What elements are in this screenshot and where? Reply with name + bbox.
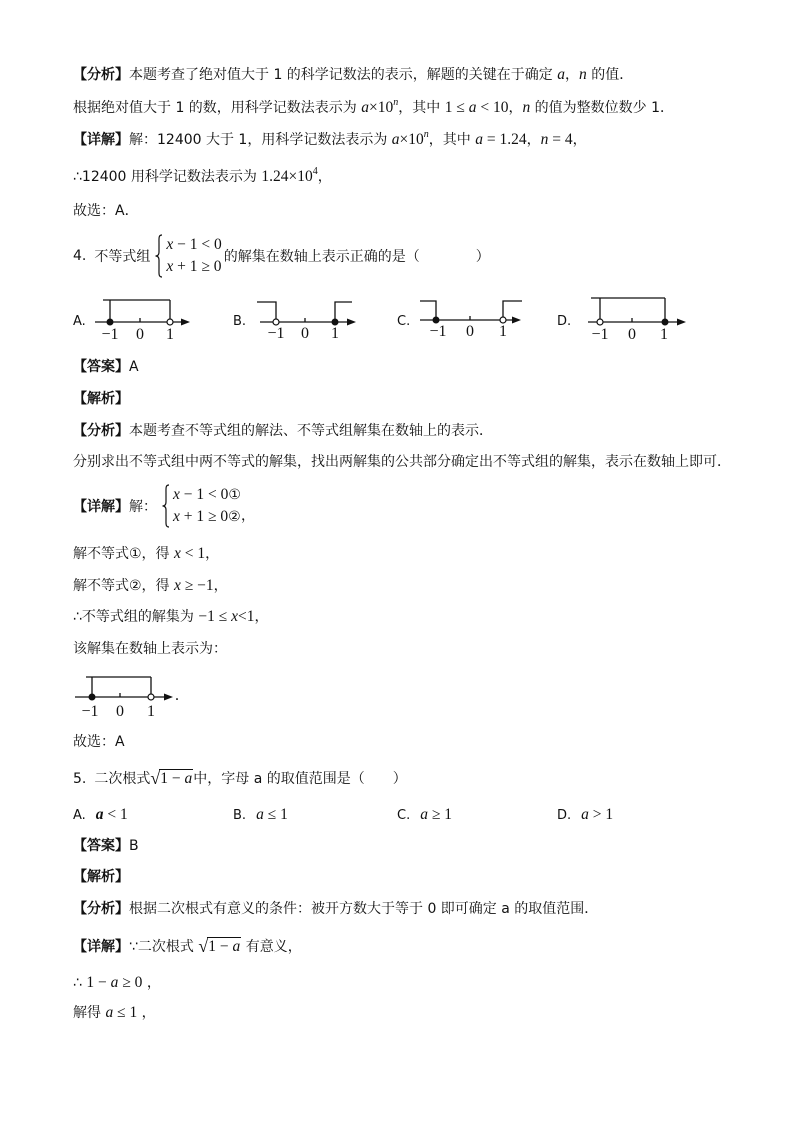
bound-high: < 10 bbox=[476, 99, 509, 116]
analysis-tag: 【分析】 bbox=[73, 67, 129, 83]
comma: ， bbox=[213, 578, 228, 594]
q4-choice-line bbox=[73, 732, 125, 752]
q5-option-b bbox=[233, 805, 288, 826]
option-relation: ≥ 1 bbox=[427, 806, 452, 823]
option-relation: < 1 bbox=[103, 806, 128, 823]
result-line bbox=[73, 1003, 156, 1023]
times-ten: ×10 bbox=[399, 131, 424, 148]
tick-label-0: 0 bbox=[301, 325, 309, 342]
detail-text-end: 有意义， bbox=[241, 939, 302, 955]
tick-label-1: 1 bbox=[499, 323, 507, 340]
analysis-tag: 【分析】 bbox=[73, 901, 129, 917]
result-base: 1.24×10 bbox=[261, 168, 313, 185]
question-number: 5. bbox=[73, 771, 87, 787]
var-a: a bbox=[420, 806, 428, 823]
axis-arrow bbox=[677, 319, 686, 326]
q5-option-a bbox=[73, 805, 128, 826]
var-a: a bbox=[581, 806, 589, 823]
radicand-const: 1 − bbox=[208, 938, 233, 955]
answer-value: A bbox=[129, 359, 139, 375]
end-period: . bbox=[175, 687, 179, 704]
explanation-tag: 【解析】 bbox=[73, 391, 129, 407]
q4-explanation-heading bbox=[73, 389, 129, 409]
solution-high: <1 bbox=[238, 608, 255, 625]
method-text: 分别求出不等式组中两不等式的解集，找出两解集的公共部分确定出不等式组的解集，表示在数轴上即可． bbox=[73, 454, 731, 470]
var-x: x bbox=[166, 258, 174, 275]
option-relation: ≤ 1 bbox=[263, 806, 288, 823]
comma-end: ， bbox=[572, 132, 587, 148]
inequality-2 bbox=[166, 256, 221, 278]
result-text: ∴12400 用科学记数法表示为 bbox=[73, 169, 262, 185]
numberline-option-a bbox=[95, 300, 190, 343]
comma: ， bbox=[142, 975, 161, 991]
inequality-1 bbox=[166, 234, 221, 256]
q3-choice-line bbox=[73, 201, 139, 221]
q3-analysis-line bbox=[73, 65, 633, 85]
answer-value: B bbox=[129, 838, 139, 854]
q4-question bbox=[73, 233, 490, 279]
option-b-label: B. bbox=[233, 314, 247, 329]
var-a: a bbox=[105, 1004, 114, 1021]
var-x: x bbox=[173, 486, 180, 503]
result-rel: ≤ 1 bbox=[113, 1004, 138, 1021]
answer-tag: 【答案】 bbox=[73, 359, 129, 375]
tick-label-1: 1 bbox=[166, 326, 174, 343]
axis-arrow bbox=[512, 317, 521, 324]
inequality-rest: − 1 < 0 bbox=[173, 236, 222, 253]
var-a: a bbox=[184, 770, 193, 787]
rule-text: 根据绝对值大于 1 的数，用科学记数法表示为 bbox=[73, 100, 362, 116]
q5-option-c bbox=[397, 805, 452, 826]
inequality-rest: + 1 ≥ 0 bbox=[173, 258, 222, 275]
inequality-rest: + 1 ≥ 0 bbox=[179, 508, 229, 525]
exponent-n: n bbox=[393, 97, 399, 108]
var-a: a bbox=[557, 66, 566, 83]
analysis-text: 根据二次根式有意义的条件：被开方数大于等于 0 即可确定 a 的取值范围． bbox=[129, 901, 599, 917]
var-x: x bbox=[166, 236, 174, 253]
solution-set-line bbox=[73, 607, 269, 627]
var-n: n bbox=[579, 66, 587, 83]
intro-text: 该解集在数轴上表示为： bbox=[73, 641, 227, 657]
option-label: C. bbox=[397, 808, 411, 823]
square-root-expression bbox=[150, 767, 193, 789]
numberline-option-c bbox=[420, 301, 522, 340]
solution-text: ∴不等式组的解集为 bbox=[73, 609, 199, 625]
radical-sign: √ bbox=[150, 768, 161, 788]
q3-detail-line bbox=[73, 130, 587, 150]
q4-method-line bbox=[73, 452, 731, 472]
tick-label-neg1: −1 bbox=[429, 323, 447, 340]
q4-detail-system bbox=[73, 483, 255, 529]
q3-result-line bbox=[73, 167, 332, 187]
var-a: a bbox=[110, 974, 119, 991]
option-label: B. bbox=[233, 808, 247, 823]
value-n: = 4 bbox=[548, 131, 573, 148]
result-text: 解得 bbox=[73, 1005, 106, 1021]
option-label: A. bbox=[73, 808, 86, 823]
choice-text: 故选：A bbox=[73, 734, 125, 750]
solution-bracket-right bbox=[503, 301, 522, 317]
var-a: a bbox=[256, 806, 264, 823]
tick-label-0: 0 bbox=[136, 326, 144, 343]
q4-answer-line bbox=[73, 357, 139, 377]
option-a-label: A. bbox=[73, 314, 86, 329]
rule-text-2: ，其中 bbox=[398, 100, 445, 116]
var-a: a bbox=[361, 99, 370, 116]
q5-analysis-line bbox=[73, 899, 598, 919]
option-c-label: C. bbox=[397, 314, 411, 329]
open-point bbox=[167, 319, 173, 325]
radicand bbox=[207, 937, 241, 955]
var-x: x bbox=[174, 577, 181, 594]
detail-tag: 【详解】 bbox=[73, 499, 129, 515]
analysis-text-end: 的值． bbox=[586, 67, 634, 83]
answer-tag: 【答案】 bbox=[73, 838, 129, 854]
numberline-intro-line bbox=[73, 639, 227, 659]
numberline-option-d bbox=[588, 298, 686, 343]
inequality-2 bbox=[173, 506, 241, 528]
q5-option-d bbox=[557, 805, 613, 826]
radicand bbox=[159, 769, 193, 787]
detail-tag: 【详解】 bbox=[73, 132, 129, 148]
var-a: a bbox=[475, 131, 483, 148]
tick-label-0: 0 bbox=[628, 326, 636, 343]
solution-bracket bbox=[103, 300, 170, 322]
explanation-tag: 【解析】 bbox=[73, 869, 129, 885]
closed-point bbox=[107, 319, 113, 325]
comma: ， bbox=[240, 508, 255, 524]
solution-bracket bbox=[86, 677, 151, 697]
left-brace-icon bbox=[154, 234, 164, 278]
question-text-end: 中，字母 a 的取值范围是（ ） bbox=[193, 771, 407, 787]
closed-point bbox=[89, 694, 95, 700]
option-value bbox=[256, 808, 288, 823]
rule-text-end: 的值为整数位数少 1． bbox=[530, 100, 675, 116]
option-relation: > 1 bbox=[588, 806, 614, 823]
tick-label-neg1: −1 bbox=[267, 325, 285, 342]
analysis-tag: 【分析】 bbox=[73, 423, 129, 439]
tick-label-0: 0 bbox=[466, 323, 474, 340]
solve-inequality-2-line bbox=[73, 576, 228, 596]
solution-bracket bbox=[591, 298, 665, 322]
q5-question bbox=[73, 767, 407, 787]
q5-detail-line bbox=[73, 935, 302, 955]
radical-sign: √ bbox=[198, 936, 209, 956]
comma: ， bbox=[254, 609, 269, 625]
axis-arrow bbox=[181, 319, 190, 326]
var-x: x bbox=[173, 508, 180, 525]
open-point bbox=[148, 694, 154, 700]
circled-mark-2: ② bbox=[228, 509, 241, 525]
tick-label-1: 1 bbox=[660, 326, 668, 343]
solve-result: ≥ −1 bbox=[180, 577, 214, 594]
closed-point bbox=[662, 319, 668, 325]
inequality-system bbox=[173, 484, 241, 528]
comma: ， bbox=[508, 100, 523, 116]
option-value bbox=[96, 808, 128, 823]
tick-label-neg1: −1 bbox=[591, 326, 609, 343]
solution-bracket-right bbox=[335, 302, 352, 322]
question-text: 二次根式 bbox=[94, 771, 151, 787]
inequality-1 bbox=[173, 484, 241, 506]
tick-label-neg1: −1 bbox=[101, 326, 119, 343]
q4-analysis-line bbox=[73, 421, 493, 441]
inequality-system bbox=[166, 234, 221, 278]
solve-result: < 1 bbox=[180, 545, 206, 562]
var-n: n bbox=[540, 131, 549, 148]
tick-label-1: 1 bbox=[331, 325, 339, 342]
var-a: a bbox=[232, 938, 241, 955]
solution-low: −1 ≤ bbox=[198, 608, 232, 625]
var-n: n bbox=[522, 99, 531, 116]
option-value bbox=[581, 808, 613, 823]
exponent-n: n bbox=[423, 129, 429, 140]
inequality-rest: − 1 < 0 bbox=[179, 486, 229, 503]
detail-text: 解：12400 大于 1，用科学记数法表示为 bbox=[129, 132, 392, 148]
comma: ， bbox=[137, 1005, 156, 1021]
q5-answer-line bbox=[73, 836, 139, 856]
value-a: = 1.24 bbox=[483, 131, 527, 148]
tick-label-0: 0 bbox=[116, 703, 124, 720]
var-x: x bbox=[174, 545, 181, 562]
comma: ， bbox=[565, 67, 580, 83]
var-a: a bbox=[468, 99, 477, 116]
detail-text: 解： bbox=[129, 499, 157, 515]
comma: ， bbox=[526, 132, 541, 148]
open-point bbox=[597, 319, 603, 325]
q5-explanation-heading bbox=[73, 867, 129, 887]
q3-rule-line bbox=[73, 98, 674, 118]
var-a: a bbox=[95, 806, 104, 823]
radicand-const: 1 − bbox=[160, 770, 185, 787]
choice-text: 故选：A． bbox=[73, 203, 139, 219]
question-text: 不等式组 bbox=[94, 249, 151, 265]
solution-numberline bbox=[0, 665, 200, 720]
bound-low: 1 ≤ bbox=[444, 99, 469, 116]
therefore-symbol: ∴ bbox=[73, 975, 87, 991]
numberline-option-b bbox=[257, 302, 356, 342]
condition-line bbox=[73, 973, 161, 993]
analysis-text: 本题考查了绝对值大于 1 的科学记数法的表示，解题的关键在于确定 bbox=[129, 67, 558, 83]
left-brace-icon bbox=[161, 484, 171, 528]
question-number: 4. bbox=[73, 248, 87, 264]
solution-bracket-left bbox=[420, 301, 436, 320]
comma: ， bbox=[317, 169, 332, 185]
expr-rel: ≥ 0 bbox=[118, 974, 143, 991]
result-exponent: 4 bbox=[312, 166, 318, 177]
detail-text-2: ，其中 bbox=[428, 132, 476, 148]
var-x: x bbox=[231, 608, 238, 625]
solve-text: 解不等式①，得 bbox=[73, 546, 175, 562]
option-d-label: D. bbox=[557, 314, 572, 329]
solve-inequality-1-line bbox=[73, 544, 219, 564]
expr-const: 1 − bbox=[86, 974, 111, 991]
tick-label-neg1: −1 bbox=[81, 703, 99, 720]
axis-arrow bbox=[347, 319, 356, 326]
detail-text: ∵二次根式 bbox=[129, 939, 199, 955]
question-text-end: 的解集在数轴上表示正确的是（ ） bbox=[223, 249, 490, 265]
circled-mark-1: ① bbox=[228, 487, 241, 503]
square-root-expression bbox=[198, 935, 241, 957]
detail-tag: 【详解】 bbox=[73, 939, 129, 955]
option-label: D. bbox=[557, 808, 572, 823]
solve-text: 解不等式②，得 bbox=[73, 578, 175, 594]
comma: ， bbox=[205, 546, 220, 562]
axis-arrow bbox=[164, 694, 173, 701]
analysis-text: 本题考查不等式组的解法、不等式组解集在数轴上的表示． bbox=[129, 423, 493, 439]
option-value bbox=[420, 808, 452, 823]
var-a: a bbox=[391, 131, 400, 148]
times-ten: ×10 bbox=[369, 99, 394, 116]
tick-label-1: 1 bbox=[147, 703, 155, 720]
solution-bracket-left bbox=[257, 302, 276, 319]
